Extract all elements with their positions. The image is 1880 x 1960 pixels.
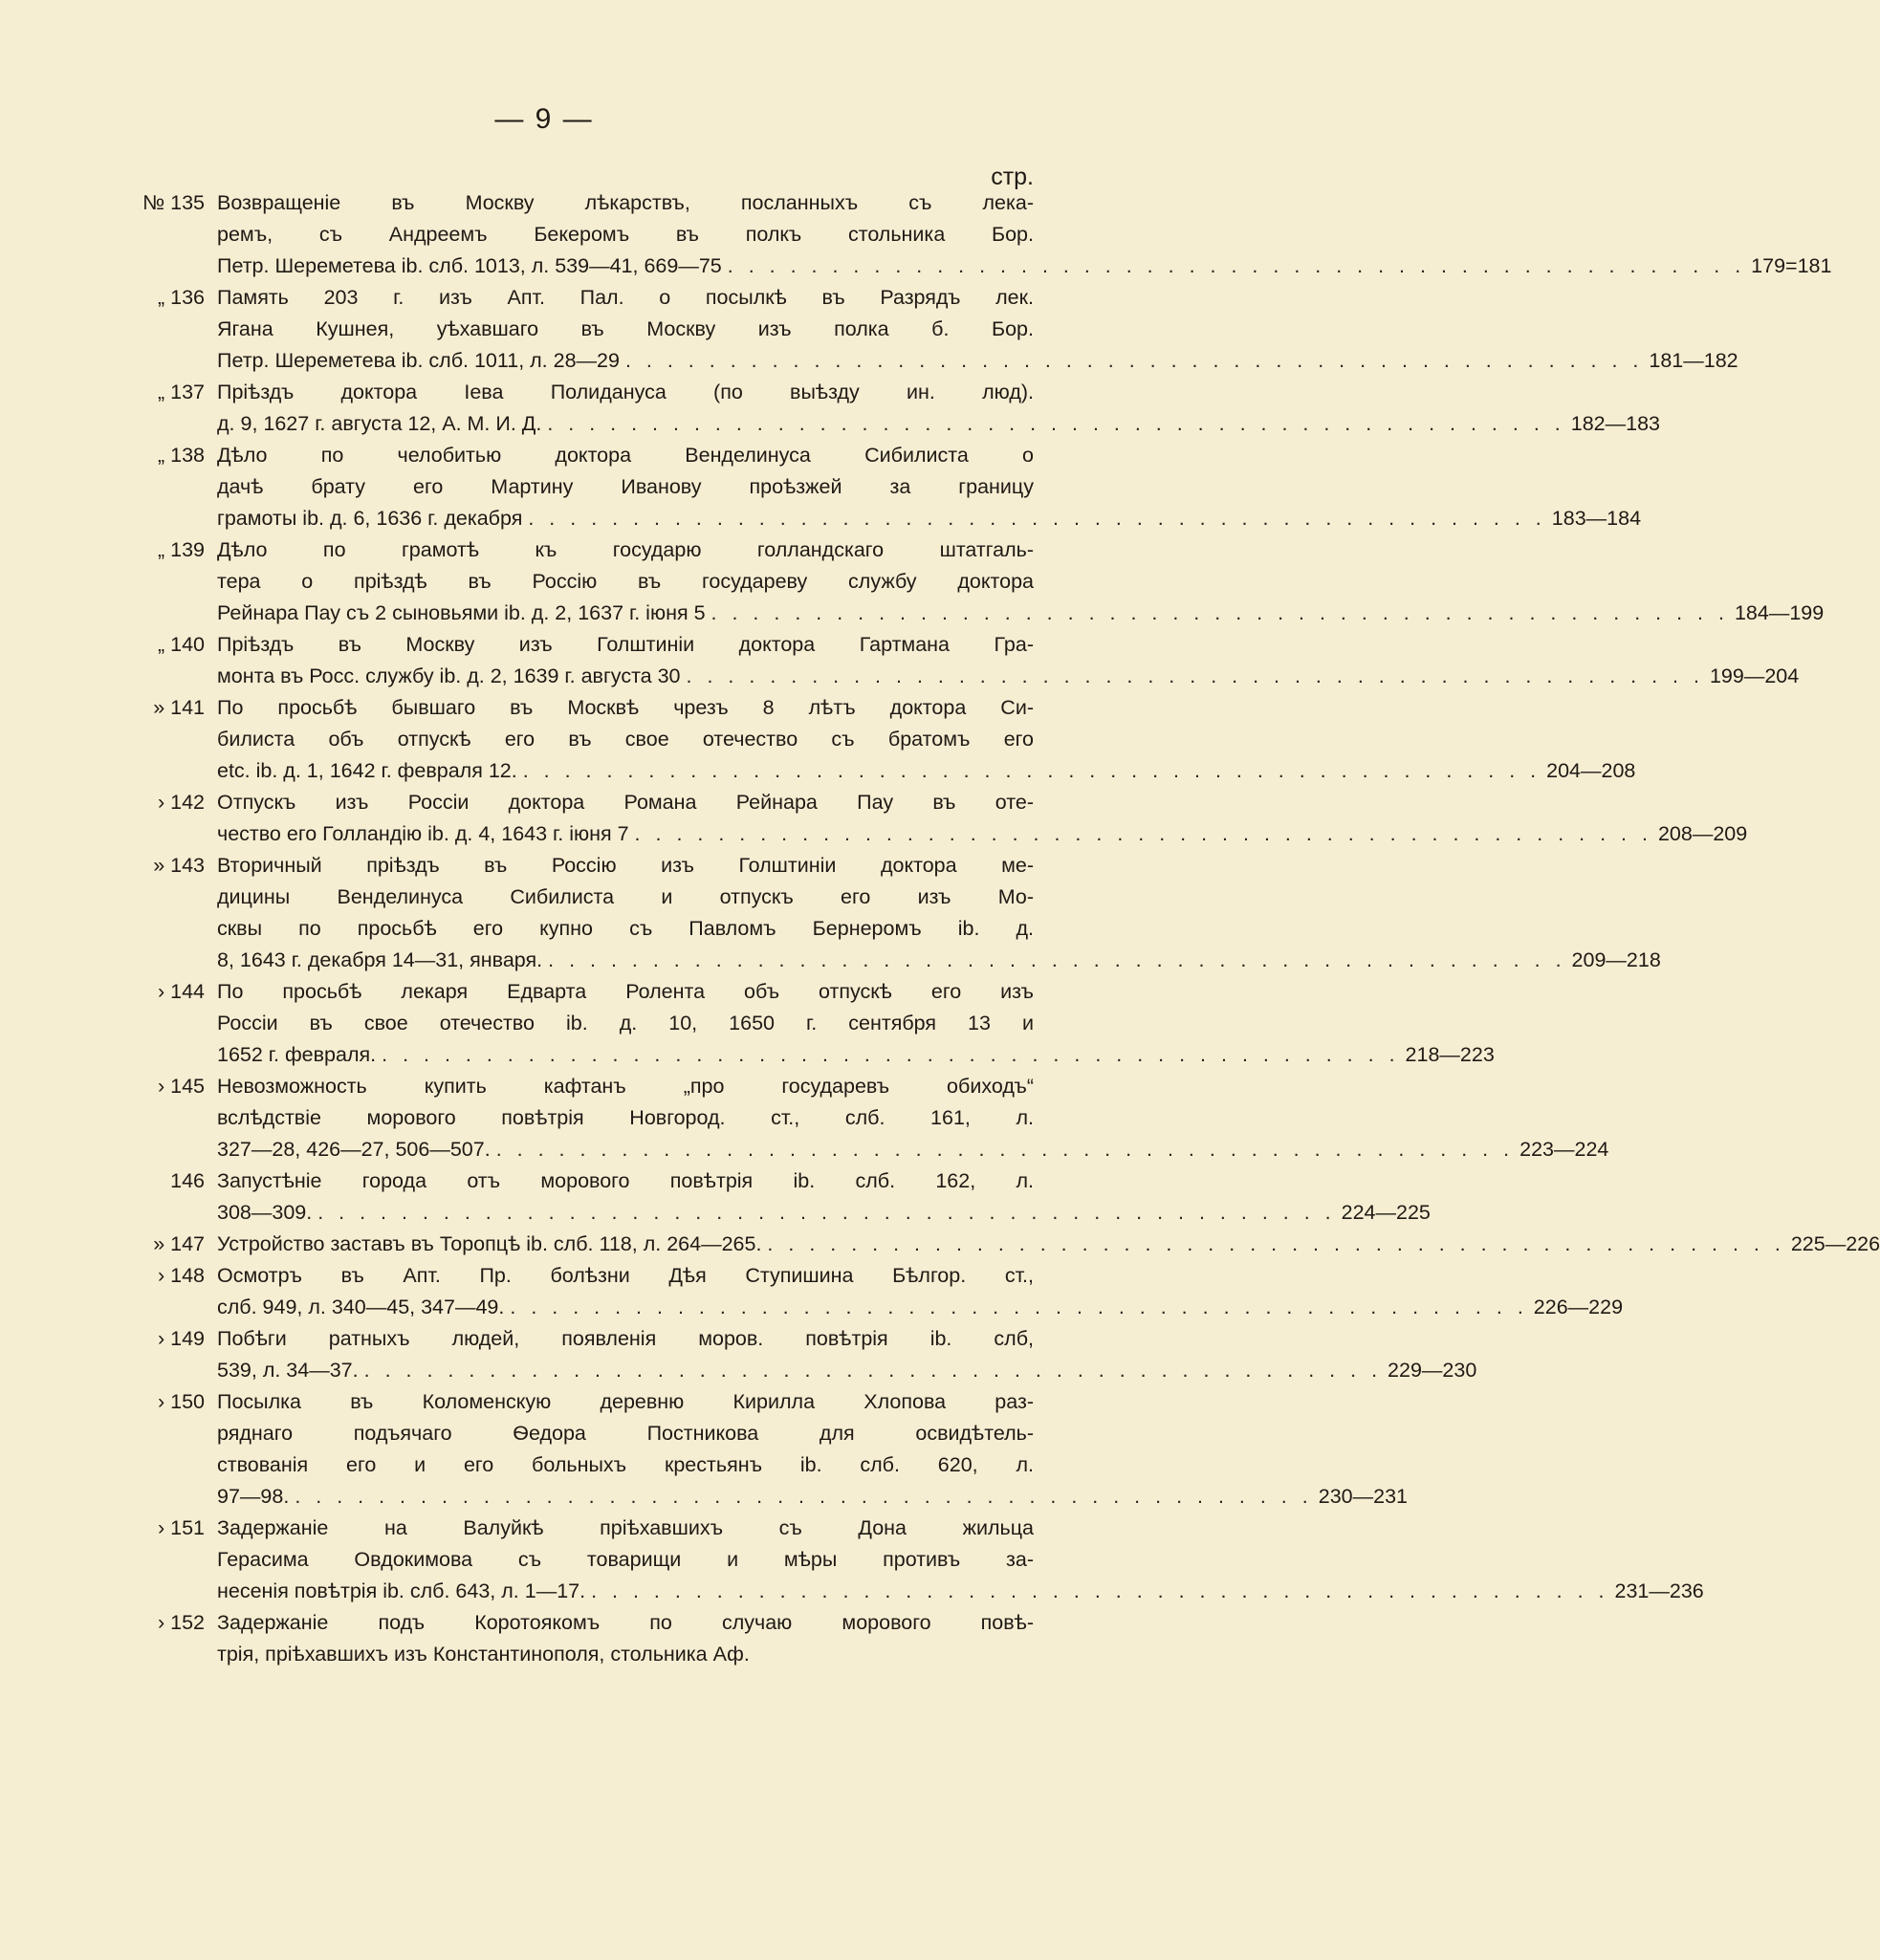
entry-text: 97—98. <box>217 1485 290 1508</box>
entry-line: Запустѣніе города отъ морового повѣтрія ib. слб. 162, л. <box>217 1169 1034 1192</box>
entry-line: Задержаніе на Валуйкѣ пріѣхавшихъ съ Дона жильца <box>217 1516 1034 1539</box>
entry-pages: 204—208 <box>1546 759 1636 782</box>
toc-entry <box>138 1260 1624 1323</box>
dot-leader: . . . . . . . . . . . . . . . . . . . . . . . . . . . . . . . . . . . . . . . . . . . . . . . . . <box>295 1485 1313 1508</box>
dot-leader: . . . . . . . . . . . . . . . . . . . . . . . . . . . . . . . . . . . . . . . . . . . . . . . . . <box>363 1359 1383 1382</box>
entry-line <box>138 408 1660 440</box>
toc-entry <box>138 1229 1880 1260</box>
entry-pages: 231—236 <box>1614 1579 1704 1602</box>
entry-line <box>138 1229 1880 1260</box>
dot-leader: . . . . . . . . . . . . . . . . . . . . . . . . . . . . . . . . . . . . . . . . . . . . . . . . . <box>528 507 1546 530</box>
toc-entry <box>138 1513 1704 1607</box>
entry-pages: 209—218 <box>1571 948 1661 971</box>
dot-leader: . . . . . . . . . . . . . . . . . . . . . . . . . . . . . . . . . . . . . . . . . . . . . . . . . <box>727 254 1746 277</box>
entry-text: чество его Голландію ib. д. 4, 1643 г. іюня 7 <box>217 822 629 845</box>
entry-text: 8, 1643 г. декабря 14—31, января. <box>217 948 543 971</box>
entry-number: 146 <box>170 1169 205 1192</box>
entry-line <box>138 345 1738 377</box>
entry-line: Возвращеніе въ Москву лѣкарствъ, посланныхъ съ лека- <box>217 191 1034 214</box>
entry-line: тера о пріѣздѣ въ Россію въ государеву службу доктора <box>217 570 1034 593</box>
dot-leader: . . . . . . . . . . . . . . . . . . . . . . . . . . . . . . . . . . . . . . . . . . . . . . . . . <box>591 1579 1609 1602</box>
entry-number: › 149 <box>157 1327 205 1350</box>
entry-text: грамоты ib. д. 6, 1636 г. декабря <box>217 507 523 530</box>
dot-leader: . . . . . . . . . . . . . . . . . . . . . . . . . . . . . . . . . . . . . . . . . . . . . . . . . <box>634 822 1652 845</box>
entry-line: Россіи въ свое отечество ib. д. 10, 1650 г. сентября 13 и <box>217 1012 1034 1034</box>
toc-entry <box>138 282 1738 377</box>
entry-line: Вторичный пріѣздъ въ Россію изъ Голштиніи доктора ме- <box>217 854 1034 877</box>
toc-entry <box>138 1165 1431 1229</box>
toc-entry <box>138 1323 1477 1386</box>
entry-pages: 225—226 <box>1790 1232 1880 1255</box>
entry-line <box>138 250 1832 282</box>
page-number: — 9 — <box>494 103 594 135</box>
dot-leader: . . . . . . . . . . . . . . . . . . . . . . . . . . . . . . . . . . . . . . . . . . . . . . . . . <box>767 1232 1785 1255</box>
toc-entry <box>138 1071 1609 1165</box>
entry-line: Ягана Кушнея, уѣхавшаго въ Москву изъ полка б. Бор. <box>217 317 1034 340</box>
toc-entry <box>138 534 1825 629</box>
entry-text: etc. ib. д. 1, 1642 г. февраля 12. <box>217 759 517 782</box>
entry-line: ремъ, съ Андреемъ Бекеромъ въ полкъ стольника Бор. <box>217 223 1034 246</box>
entry-pages: 218—223 <box>1405 1043 1495 1066</box>
entry-text: Петр. Шереметева ib. слб. 1013, л. 539—41, 669—75 <box>217 254 722 277</box>
entry-line: Посылка въ Коломенскую деревню Кирилла Хлопова раз- <box>217 1390 1034 1413</box>
entry-pages: 224—225 <box>1341 1201 1431 1224</box>
toc-entry <box>138 377 1660 440</box>
entry-line: Память 203 г. изъ Апт. Пал. о посылкѣ въ Разрядъ лек. <box>217 286 1034 309</box>
entry-line: трія, пріѣхавшихъ изъ Константинополя, стольника Аф. <box>217 1643 750 1666</box>
entry-number: „ 140 <box>157 633 205 656</box>
entry-pages: 199—204 <box>1709 664 1800 687</box>
entry-number: „ 137 <box>157 381 205 403</box>
entry-line <box>138 1292 1624 1323</box>
dot-leader: . . . . . . . . . . . . . . . . . . . . . . . . . . . . . . . . . . . . . . . . . . . . . . . . . <box>548 948 1566 971</box>
entry-line <box>138 945 1661 976</box>
entry-pages: 184—199 <box>1734 601 1825 624</box>
toc-entry <box>138 1386 1408 1513</box>
entry-line: билиста объ отпускѣ его въ свое отечество съ братомъ его <box>217 728 1034 751</box>
entry-text: д. 9, 1627 г. августа 12, А. М. И. Д. <box>217 412 542 435</box>
entry-line <box>138 1134 1609 1165</box>
entry-pages: 179=181 <box>1751 254 1832 277</box>
dot-leader: . . . . . . . . . . . . . . . . . . . . . . . . . . . . . . . . . . . . . . . . . . . . . . . . . <box>510 1296 1528 1318</box>
entry-line <box>138 1039 1495 1071</box>
entry-pages: 229—230 <box>1388 1359 1477 1382</box>
entry-pages: 183—184 <box>1551 507 1642 530</box>
entry-line: Осмотръ въ Апт. Пр. болѣзни Дѣя Ступишина Бѣлгор. ст., <box>217 1264 1034 1287</box>
entry-pages: 226—229 <box>1533 1296 1624 1318</box>
entry-line: сквы по просьбѣ его купно съ Павломъ Бернеромъ ib. д. <box>217 917 1034 940</box>
entry-line: ствованія его и его больныхъ крестьянъ ib. слб. 620, л. <box>217 1453 1034 1476</box>
toc-entry <box>138 976 1495 1071</box>
entry-number: № 135 <box>142 191 205 214</box>
table-of-contents <box>138 187 1880 1670</box>
entry-line: Невозможность купить кафтанъ „про государевъ обиходъ“ <box>217 1075 1034 1098</box>
dot-leader: . . . . . . . . . . . . . . . . . . . . . . . . . . . . . . . . . . . . . . . . . . . . . . . . . <box>317 1201 1336 1224</box>
entry-pages: 230—231 <box>1318 1485 1408 1508</box>
entry-number: „ 136 <box>157 286 205 309</box>
toc-entry <box>138 850 1661 976</box>
entry-number: › 144 <box>157 980 205 1003</box>
entry-line: Пріѣздъ въ Москву изъ Голштиніи доктора Гартмана Гра- <box>217 633 1034 656</box>
toc-entry <box>138 629 1800 692</box>
entry-line: По просьбѣ бывшаго въ Москвѣ чрезъ 8 лѣтъ доктора Си- <box>217 696 1034 719</box>
entry-number: › 142 <box>157 791 205 814</box>
entry-line <box>138 1576 1704 1607</box>
dot-leader: . . . . . . . . . . . . . . . . . . . . . . . . . . . . . . . . . . . . . . . . . . . . . . . . . <box>624 349 1644 372</box>
entry-text: Петр. Шереметева ib. слб. 1011, л. 28—29 <box>217 349 620 372</box>
entry-pages: 208—209 <box>1657 822 1748 845</box>
entry-number: › 151 <box>157 1516 205 1539</box>
entry-text: 327—28, 426—27, 506—507. <box>217 1138 491 1161</box>
dot-leader: . . . . . . . . . . . . . . . . . . . . . . . . . . . . . . . . . . . . . . . . . . . . . . . . . <box>686 664 1704 687</box>
entry-line <box>138 503 1642 534</box>
entry-text: слб. 949, л. 340—45, 347—49. <box>217 1296 505 1318</box>
dot-leader: . . . . . . . . . . . . . . . . . . . . . . . . . . . . . . . . . . . . . . . . . . . . . . . . . <box>495 1138 1515 1161</box>
entry-pages: 182—183 <box>1570 412 1660 435</box>
dot-leader: . . . . . . . . . . . . . . . . . . . . . . . . . . . . . . . . . . . . . . . . . . . . . . . . . <box>522 759 1541 782</box>
entry-line: Дѣло по грамотѣ къ государю голландскаго штатгаль- <box>217 538 1034 561</box>
entry-line <box>138 755 1636 787</box>
entry-line: дачѣ брату его Мартину Иванову проѣзжей за границу <box>217 475 1034 498</box>
toc-entry <box>138 1607 1034 1670</box>
entry-number: › 148 <box>157 1264 205 1287</box>
dot-leader: . . . . . . . . . . . . . . . . . . . . . . . . . . . . . . . . . . . . . . . . . . . . . . . . . <box>382 1043 1400 1066</box>
entry-number: „ 139 <box>157 538 205 561</box>
entry-text: 308—309. <box>217 1201 313 1224</box>
toc-entry <box>138 187 1832 282</box>
entry-number: » 143 <box>153 854 205 877</box>
toc-entry <box>138 787 1748 850</box>
dot-leader: . . . . . . . . . . . . . . . . . . . . . . . . . . . . . . . . . . . . . . . . . . . . . . . . . <box>710 601 1729 624</box>
entry-text: 1652 г. февраля. <box>217 1043 377 1066</box>
entry-line <box>138 661 1800 692</box>
entry-line: Герасима Овдокимова съ товарищи и мѣры противъ за- <box>217 1548 1034 1571</box>
entry-line: Пріѣздъ доктора Іева Полидануса (по выѣзду ин. люд). <box>217 381 1034 403</box>
entry-line: вслѣдствіе морового повѣтрія Новгород. ст., слб. 161, л. <box>217 1106 1034 1129</box>
entry-text: 539, л. 34—37. <box>217 1359 359 1382</box>
entry-line <box>138 1481 1408 1513</box>
entry-text: несенія повѣтрія ib. слб. 643, л. 1—17. <box>217 1579 586 1602</box>
pages-column-header: стр. <box>991 163 1034 190</box>
entry-line: Отпускъ изъ Россіи доктора Романа Рейнара Пау въ оте- <box>217 791 1034 814</box>
entry-pages: 223—224 <box>1519 1138 1609 1161</box>
entry-line: ряднаго подъячаго Ѳедора Постникова для освидѣтель- <box>217 1422 1034 1445</box>
entry-text: Рейнара Пау съ 2 сыновьями ib. д. 2, 1637 г. іюня 5 <box>217 601 706 624</box>
entry-line <box>138 1197 1431 1229</box>
entry-number: › 150 <box>157 1390 205 1413</box>
entry-number: › 152 <box>157 1611 205 1634</box>
entry-pages: 181—182 <box>1649 349 1738 372</box>
entry-number: » 147 <box>153 1232 205 1255</box>
toc-entry <box>138 692 1636 787</box>
entry-number: › 145 <box>157 1075 205 1098</box>
entry-line: По просьбѣ лекаря Едварта Ролента объ отпускѣ его изъ <box>217 980 1034 1003</box>
entry-line <box>138 818 1748 850</box>
entry-line: Задержаніе подъ Коротоякомъ по случаю морового повѣ- <box>217 1611 1034 1634</box>
toc-entry <box>138 440 1642 534</box>
entry-line: Дѣло по челобитью доктора Венделинуса Сибилиста о <box>217 444 1034 467</box>
dot-leader: . . . . . . . . . . . . . . . . . . . . . . . . . . . . . . . . . . . . . . . . . . . . . . . . . <box>547 412 1565 435</box>
entry-line: Побѣги ратныхъ людей, появленія моров. повѣтрія ib. слб, <box>217 1327 1034 1350</box>
entry-number: » 141 <box>153 696 205 719</box>
entry-text: Устройство заставъ въ Торопцѣ ib. слб. 118, л. 264—265. <box>217 1232 762 1255</box>
entry-line <box>138 598 1825 629</box>
entry-line <box>138 1355 1477 1386</box>
entry-number: „ 138 <box>157 444 205 467</box>
entry-line: дицины Венделинуса Сибилиста и отпускъ его изъ Мо- <box>217 885 1034 908</box>
entry-text: монта въ Росс. службу ib. д. 2, 1639 г. августа 30 <box>217 664 681 687</box>
